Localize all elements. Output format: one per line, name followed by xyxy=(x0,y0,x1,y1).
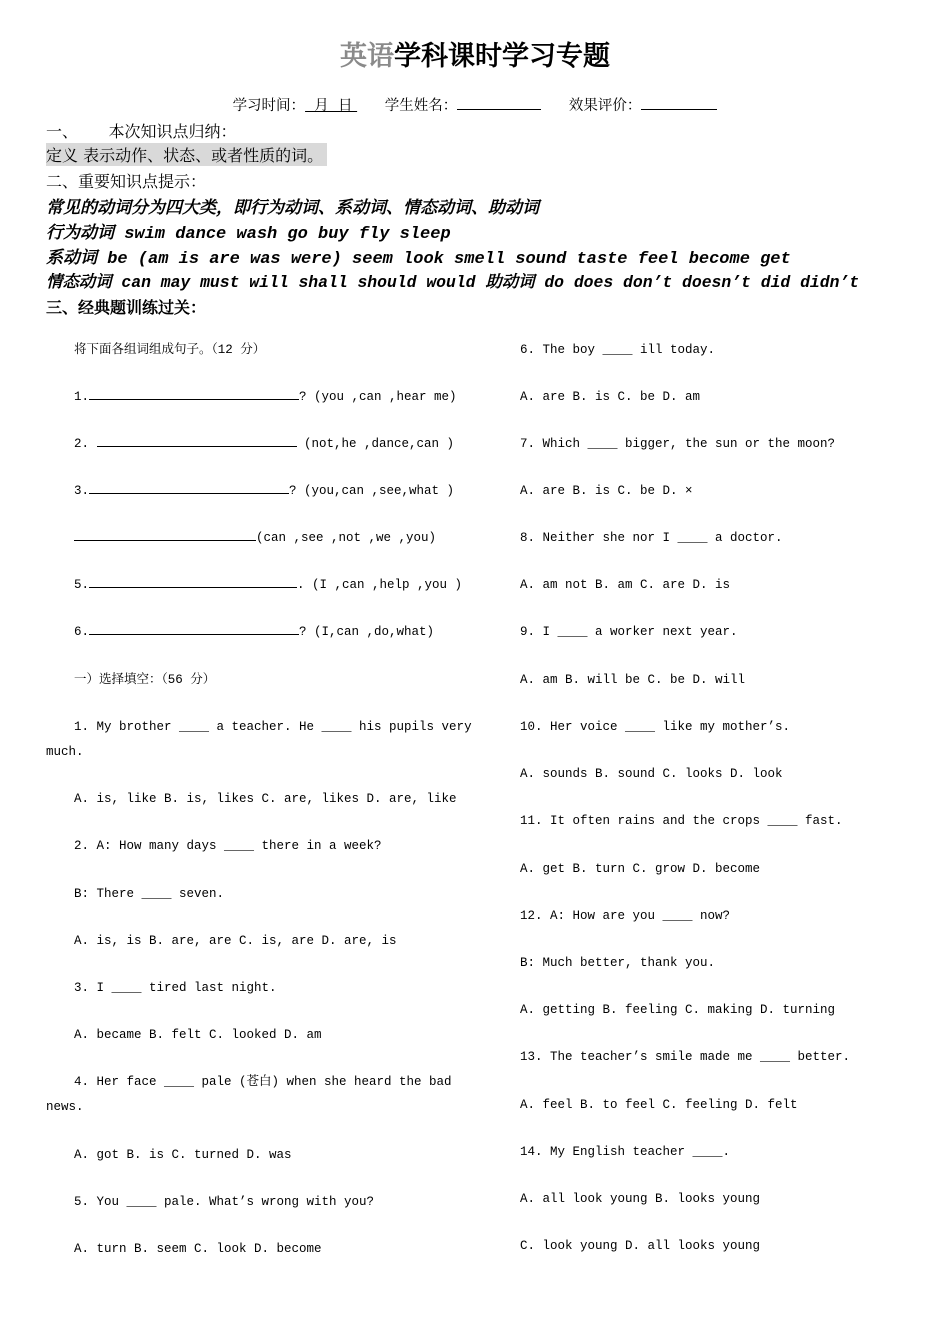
question-9: 9. I ____ a worker next year. xyxy=(520,625,738,639)
question-4: 4. Her face ____ pale (苍白) when she heard the bad xyxy=(74,1075,452,1089)
question-5: 5. You ____ pale. What’s wrong with you? xyxy=(74,1195,375,1209)
question-6: 6. The boy ____ ill today. xyxy=(520,343,716,357)
action-verbs-line: 行为动词 swim dance wash go buy fly sleep xyxy=(46,225,451,244)
section2-heading: 二、重要知识点提示： xyxy=(46,172,207,191)
question-4-cont: news. xyxy=(46,1100,84,1114)
question-14-options-ab: A. all look young B. looks young xyxy=(520,1192,761,1206)
answer-blank[interactable] xyxy=(89,386,299,400)
answer-blank[interactable] xyxy=(89,574,297,588)
answer-blank[interactable] xyxy=(89,621,299,635)
question-11-options: A. get B. turn C. grow D. become xyxy=(520,862,761,876)
question-2: 2. A: How many days ____ there in a week? xyxy=(74,839,382,853)
section1-heading: 一、 本次知识点归纳： xyxy=(46,122,237,141)
choice-heading: 一）选择填空：（56 分） xyxy=(74,673,216,687)
sentence-item: (can ,see ,not ,we ,you) xyxy=(74,526,436,551)
question-14-options-cd: C. look young D. all looks young xyxy=(520,1239,761,1253)
question-2-options: A. is, is B. are, are C. is, are D. are, is xyxy=(74,934,397,948)
question-8-options: A. am not B. am C. are D. is xyxy=(520,578,731,592)
question-7: 7. Which ____ bigger, the sun or the moon? xyxy=(520,437,836,451)
question-1: 1. My brother ____ a teacher. He ____ his pupils very xyxy=(74,720,472,734)
evaluation-blank[interactable] xyxy=(641,95,717,110)
question-5-options: A. turn B. seem C. look D. become xyxy=(74,1242,322,1256)
question-10-options: A. sounds B. sound C. looks D. look xyxy=(520,767,783,781)
question-13: 13. The teacher’s smile made me ____ better. xyxy=(520,1050,851,1064)
sentence-instruction: 将下面各组词组成句子。（12 分） xyxy=(74,343,266,357)
sentence-item: 5. . (I ,can ,help ,you ) xyxy=(74,573,462,598)
question-3: 3. I ____ tired last night. xyxy=(74,981,277,995)
student-label: 学生姓名： xyxy=(384,98,458,114)
title-rest: 学科课时学习专题 xyxy=(394,41,610,72)
question-2-b: B: There ____ seven. xyxy=(74,887,225,901)
sentence-item: 6. ? (I,can ,do,what) xyxy=(74,620,434,645)
verb-categories-line: 常见的动词分为四大类，即行为动词、系动词、情态动词、助动词 xyxy=(46,200,539,219)
question-12-b: B: Much better, thank you. xyxy=(520,956,716,970)
question-1-cont: much. xyxy=(46,745,84,759)
page-title xyxy=(0,34,950,73)
question-7-options: A. are B. is C. be D. × xyxy=(520,484,693,498)
question-9-options: A. am B. will be C. be D. will xyxy=(520,673,746,687)
question-3-options: A. became B. felt C. looked D. am xyxy=(74,1028,322,1042)
question-11: 11. It often rains and the crops ____ fast. xyxy=(520,814,843,828)
answer-blank[interactable] xyxy=(89,480,289,494)
eval-label: 效果评价： xyxy=(568,98,642,114)
sentence-item: 1. ? (you ,can ,hear me) xyxy=(74,385,457,410)
linking-verbs-line: 系动词 be (am is are was were) seem look smell sound taste feel become get xyxy=(46,250,791,269)
definition-text: 定义 表示动作、状态、或者性质的词。 xyxy=(46,143,327,166)
question-14: 14. My English teacher ____. xyxy=(520,1145,731,1159)
student-name-blank[interactable] xyxy=(457,95,541,110)
section3-heading: 三、经典题训练过关： xyxy=(46,298,207,317)
sentence-item: 2. (not,he ,dance,can ) xyxy=(74,432,454,457)
question-6-options: A. are B. is C. be D. am xyxy=(520,390,701,404)
question-1-options: A. is, like B. is, likes C. are, likes D. are, like xyxy=(74,792,457,806)
sentence-item: 3. ? (you,can ,see,what ) xyxy=(74,479,454,504)
time-value: 月 日 xyxy=(305,98,358,114)
info-line xyxy=(0,94,950,115)
modal-auxiliary-verbs-line: 情态动词 can may must will shall should would 助动词 do does don’t doesn’t did didn’t xyxy=(46,273,860,292)
answer-blank[interactable] xyxy=(74,527,256,541)
question-4-options: A. got B. is C. turned D. was xyxy=(74,1148,292,1162)
question-12: 12. A: How are you ____ now? xyxy=(520,909,731,923)
answer-blank[interactable] xyxy=(97,433,297,447)
question-12-options: A. getting B. feeling C. making D. turning xyxy=(520,1003,836,1017)
question-8: 8. Neither she nor I ____ a doctor. xyxy=(520,531,783,545)
question-13-options: A. feel B. to feel C. feeling D. felt xyxy=(520,1098,798,1112)
title-subject: 英语 xyxy=(340,41,394,72)
time-label: 学习时间： xyxy=(232,98,306,114)
question-10: 10. Her voice ____ like my mother’s. xyxy=(520,720,791,734)
